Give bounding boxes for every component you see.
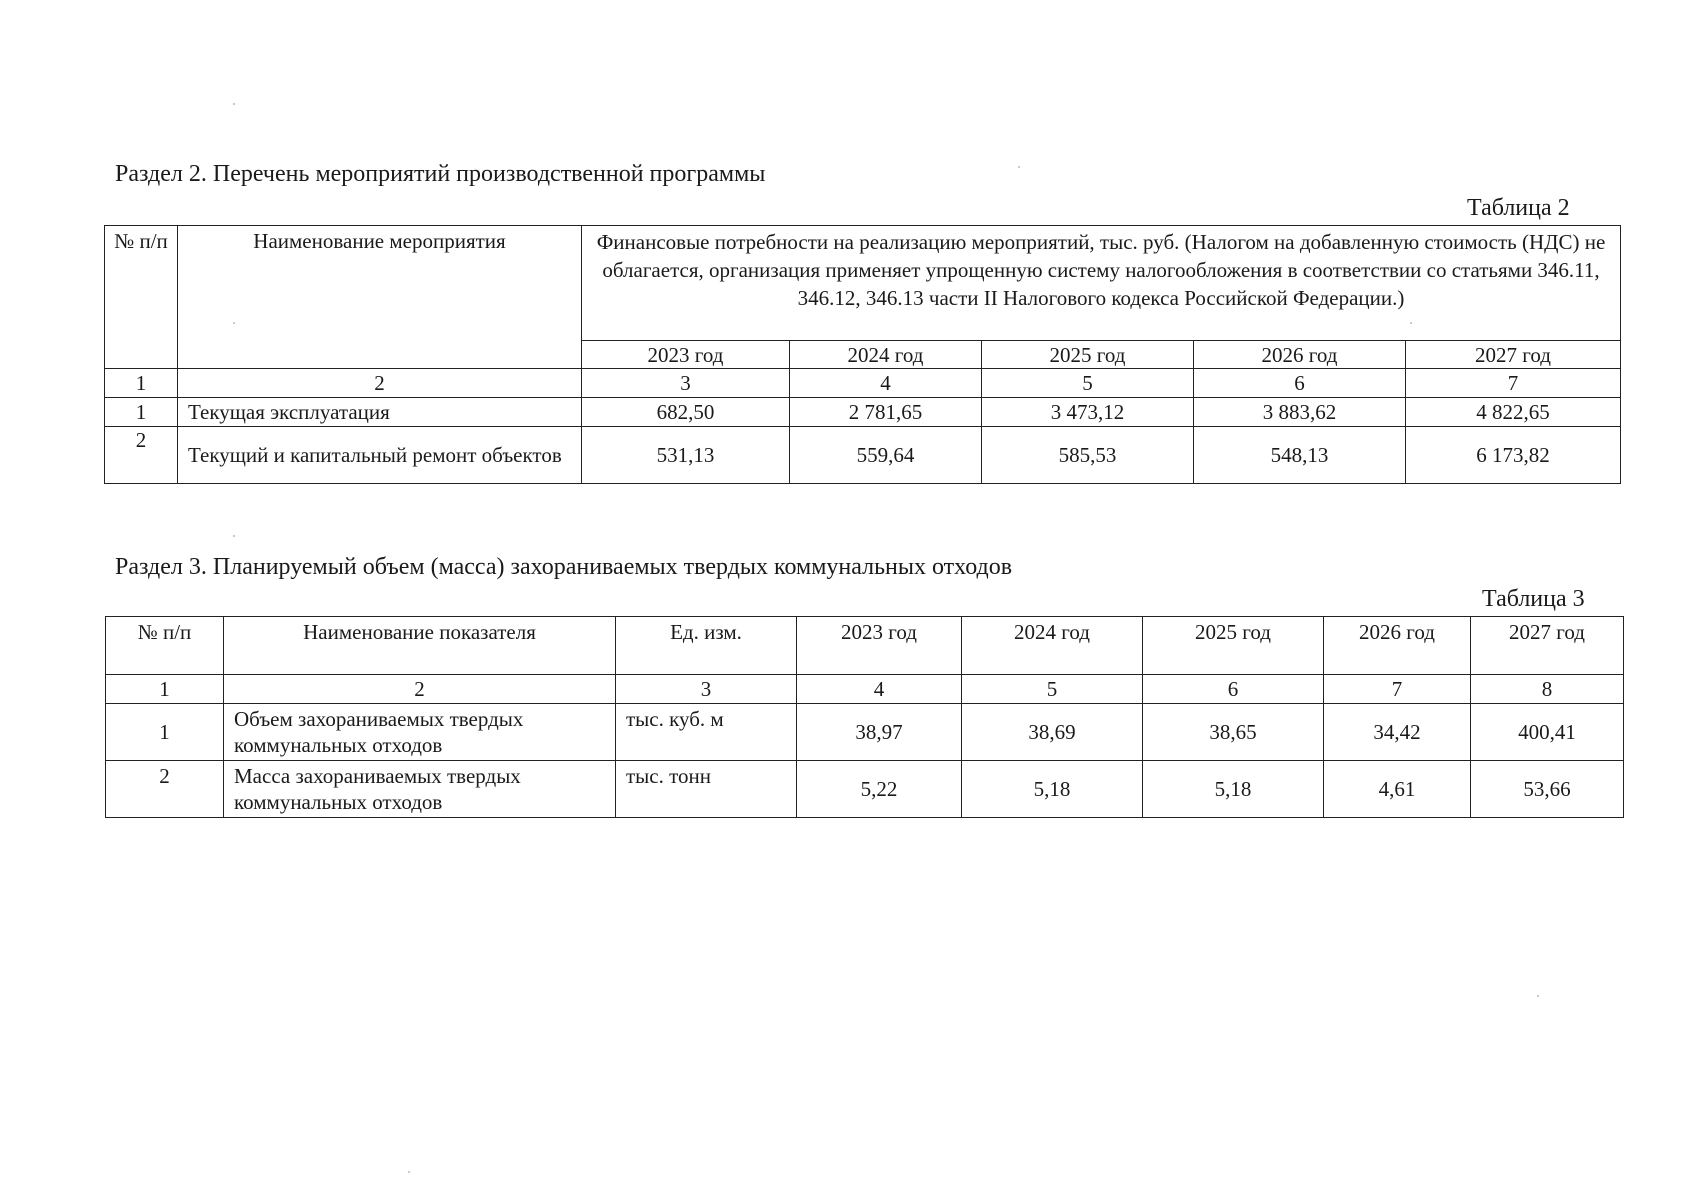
table2-label: Таблица 2 — [1467, 195, 1570, 221]
row-unit: тыс. тонн — [616, 761, 797, 818]
row-value: 5,18 — [1143, 761, 1324, 818]
table3-year-header: 2026 год — [1324, 617, 1471, 675]
row-name: Масса захораниваемых твердых коммунальных отходов — [224, 761, 616, 818]
row-value: 2 781,65 — [790, 398, 982, 427]
table2-year-header: 2023 год — [582, 341, 790, 369]
table2-colnum: 3 — [582, 369, 790, 398]
row-name: Текущая эксплуатация — [178, 398, 582, 427]
scan-speck — [233, 103, 235, 105]
row-value: 6 173,82 — [1406, 427, 1621, 484]
table3-colnum: 7 — [1324, 675, 1471, 704]
scan-speck — [233, 322, 235, 324]
row-value: 585,53 — [982, 427, 1194, 484]
table-row — [105, 398, 1621, 427]
row-value: 400,41 — [1471, 704, 1624, 761]
row-value: 3 883,62 — [1194, 398, 1406, 427]
table2-colnum: 7 — [1406, 369, 1621, 398]
table3-colnum: 2 — [224, 675, 616, 704]
table-3 — [105, 616, 1624, 818]
table3-colnum: 5 — [962, 675, 1143, 704]
table3-year-header: 2024 год — [962, 617, 1143, 675]
table2-year-header: 2026 год — [1194, 341, 1406, 369]
table3-header-unit: Ед. изм. — [616, 617, 797, 675]
scan-speck — [1537, 995, 1539, 997]
table3-colnum-row — [106, 675, 1624, 704]
table3-year-header: 2023 год — [797, 617, 962, 675]
row-value: 5,22 — [797, 761, 962, 818]
table2-year-header: 2027 год — [1406, 341, 1621, 369]
table3-year-header: 2025 год — [1143, 617, 1324, 675]
scan-speck — [233, 535, 235, 537]
row-value: 4 822,65 — [1406, 398, 1621, 427]
table3-header-row — [106, 617, 1624, 675]
table3-year-header: 2027 год — [1471, 617, 1624, 675]
scan-speck — [1410, 322, 1412, 324]
table2-header-num: № п/п — [105, 226, 178, 369]
table3-colnum: 3 — [616, 675, 797, 704]
table2-colnum: 5 — [982, 369, 1194, 398]
row-num: 1 — [105, 398, 178, 427]
row-value: 5,18 — [962, 761, 1143, 818]
table2-colnum: 4 — [790, 369, 982, 398]
row-value: 531,13 — [582, 427, 790, 484]
row-value: 53,66 — [1471, 761, 1624, 818]
table2-colnum: 2 — [178, 369, 582, 398]
table3-colnum: 4 — [797, 675, 962, 704]
table3-colnum: 1 — [106, 675, 224, 704]
row-value: 559,64 — [790, 427, 982, 484]
table-row — [106, 761, 1624, 818]
row-num: 2 — [105, 427, 178, 484]
table-2 — [104, 225, 1621, 484]
row-name: Текущий и капитальный ремонт объектов — [178, 427, 582, 484]
table3-header-name: Наименование показателя — [224, 617, 616, 675]
row-unit: тыс. куб. м — [616, 704, 797, 761]
section3-title: Раздел 3. Планируемый объем (масса) захораниваемых твердых коммунальных отходов — [115, 554, 1013, 580]
row-value: 38,97 — [797, 704, 962, 761]
row-num: 2 — [106, 761, 224, 818]
table2-year-header: 2025 год — [982, 341, 1194, 369]
table3-colnum: 6 — [1143, 675, 1324, 704]
table2-year-header: 2024 год — [790, 341, 982, 369]
table-row — [106, 704, 1624, 761]
scan-speck — [408, 1171, 410, 1173]
row-value: 38,65 — [1143, 704, 1324, 761]
table2-colnum: 1 — [105, 369, 178, 398]
table2-header-row — [105, 226, 1621, 341]
row-value: 4,61 — [1324, 761, 1471, 818]
table3-colnum: 8 — [1471, 675, 1624, 704]
row-num: 1 — [106, 704, 224, 761]
row-value: 38,69 — [962, 704, 1143, 761]
table-row — [105, 427, 1621, 484]
table2-colnum-row — [105, 369, 1621, 398]
table2-header-finance: Финансовые потребности на реализацию мероприятий, тыс. руб. (Налогом на добавленную стоимость (НДС) не облагается, организация применяет упрощенную систему налогообложения в соответствии со статьями 346.11, 346.12, 346.13 части II Налогового кодекса Российской Федерации.) — [582, 226, 1621, 341]
row-name: Объем захораниваемых твердых коммунальных отходов — [224, 704, 616, 761]
row-value: 34,42 — [1324, 704, 1471, 761]
table3-header-num: № п/п — [106, 617, 224, 675]
row-value: 682,50 — [582, 398, 790, 427]
row-value: 3 473,12 — [982, 398, 1194, 427]
table2-colnum: 6 — [1194, 369, 1406, 398]
row-value: 548,13 — [1194, 427, 1406, 484]
section2-title: Раздел 2. Перечень мероприятий производственной программы — [115, 161, 766, 187]
table2-header-name: Наименование мероприятия — [178, 226, 582, 369]
table3-label: Таблица 3 — [1482, 586, 1585, 612]
scan-speck — [1018, 166, 1020, 168]
